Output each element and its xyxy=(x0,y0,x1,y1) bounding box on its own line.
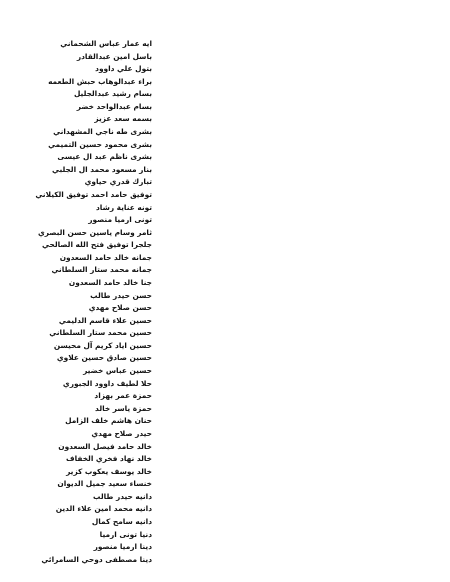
name-entry: بتول علي داوود xyxy=(95,64,152,74)
name-entry: حيدر صلاح مهدي xyxy=(91,428,152,438)
name-entry: تونه عناية رشاد xyxy=(96,202,152,212)
name-entry: بشرى طه ناجي المشهداني xyxy=(53,127,152,137)
name-entry: توفيق حامد احمد توفيق الكيلاني xyxy=(35,189,152,199)
name-entry: حسين محمد ستار السلطاني xyxy=(49,328,152,338)
name-entry: حسن حيدر طالب xyxy=(90,290,152,300)
name-entry: بنار مسعود محمد ال الجلبي xyxy=(51,164,152,174)
name-entry: جمانه محمد ستار السلطاني xyxy=(51,265,152,275)
name-entry: جنا خالد حامد السعدون xyxy=(68,277,152,287)
name-entry: براء عبدالوهاب حبش الطعمه xyxy=(48,76,152,86)
name-entry: ثامر وسام ياسين حسن البصري xyxy=(37,227,152,237)
name-entry: حمزة عمر بهزاد xyxy=(94,391,152,401)
name-entry: دانيه سامح كمال xyxy=(91,516,152,526)
name-entry: دنيا تونى ارميا xyxy=(99,529,152,539)
name-entry: حسين عباس خضير xyxy=(83,366,152,376)
name-entry: حسين علاء قاسم الدليمي xyxy=(58,315,152,325)
name-entry: جلجرا توفيق فتح الله الصالحي xyxy=(42,240,152,250)
name-entry: بسمه سعد عزيز xyxy=(94,114,152,124)
name-entry: بسام عبدالواحد خضر xyxy=(76,101,152,111)
name-entry: باسل امين عبدالقادر xyxy=(76,51,152,61)
name-entry: بسام رشيد عبدالجليل xyxy=(73,89,152,99)
name-entry: بشرى محمود حسين التميمي xyxy=(48,139,152,149)
name-entry: خنساء سعيد جميل الديوان xyxy=(57,479,152,489)
name-entry: دانيه حيدر طالب xyxy=(93,491,152,501)
name-list xyxy=(35,38,152,566)
name-entry: ايه عمار عباس الشحماني xyxy=(60,39,152,48)
name-entry: حلا لطيف داوود الجبوري xyxy=(62,378,152,388)
name-entry: تونى ارميا منصور xyxy=(88,215,152,225)
name-entry: جمانه خالد حامد السعدون xyxy=(59,252,152,262)
name-entry: حسن صلاح مهدي xyxy=(88,303,152,313)
name-entry: حمزة ياسر خالد xyxy=(95,403,152,413)
name-entry: خالد نهاد فخري الخفاف xyxy=(66,454,152,464)
name-entry: حنان هاشم خلف الزامل xyxy=(65,416,152,426)
name-entry: دينا ارميا منصور xyxy=(93,542,152,552)
name-entry: دينا مصطفى دوحي السامرائي xyxy=(41,554,152,564)
name-entry: دانيه محمد امين علاء الدين xyxy=(55,504,152,514)
name-entry: خالد يوسف يعكوب كزير xyxy=(66,466,152,476)
name-entry: حسين اياد كريم آل محيسن xyxy=(53,340,152,350)
name-entry: خالد حامد فيصل السعدون xyxy=(58,441,152,451)
name-entry: بشرى ناظم عبد ال عيسى xyxy=(57,152,152,162)
name-entry: تبارك قدري حياوي xyxy=(84,177,152,187)
name-entry: حسين صادق حسين علاوي xyxy=(56,353,152,363)
